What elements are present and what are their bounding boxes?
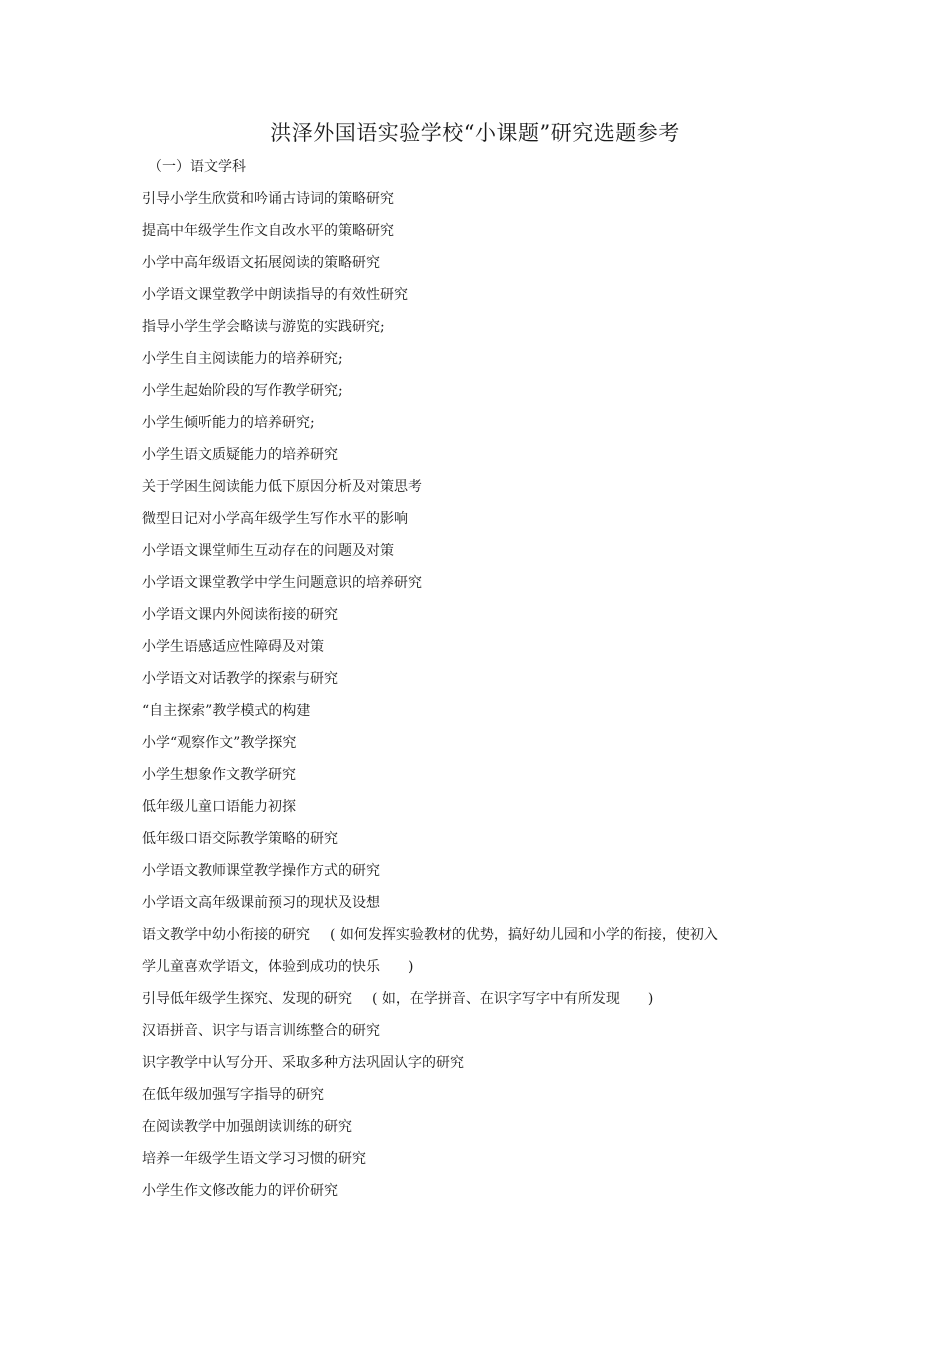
list-item: 在阅读教学中加强朗读训练的研究 bbox=[142, 1119, 352, 1135]
list-item: 低年级口语交际教学策略的研究 bbox=[142, 831, 338, 847]
list-item: 培养一年级学生语文学习习惯的研究 bbox=[142, 1151, 366, 1167]
list-item: 小学语文对话教学的探索与研究 bbox=[142, 671, 338, 687]
list-item: 低年级儿童口语能力初探 bbox=[142, 799, 296, 815]
list-item: 小学语文高年级课前预习的现状及设想 bbox=[142, 895, 380, 911]
list-item: 识字教学中认写分开、采取多种方法巩固认字的研究 bbox=[142, 1055, 464, 1071]
list-item: 关于学困生阅读能力低下原因分析及对策思考 bbox=[142, 479, 422, 495]
list-item: 微型日记对小学高年级学生写作水平的影响 bbox=[142, 511, 408, 527]
topic-note: ( 如，在学拼音、在识字写字中有所发现 bbox=[372, 991, 620, 1007]
note-close-paren: ) bbox=[647, 991, 654, 1007]
list-item: 小学中高年级语文拓展阅读的策略研究 bbox=[142, 255, 380, 271]
list-item: 小学语文课内外阅读衔接的研究 bbox=[142, 607, 338, 623]
list-item: 小学语文课堂教学中学生问题意识的培养研究 bbox=[142, 575, 422, 591]
list-item: 汉语拼音、识字与语言训练整合的研究 bbox=[142, 1023, 380, 1039]
list-item: 小学语文课堂教学中朗读指导的有效性研究 bbox=[142, 287, 408, 303]
list-item-note-continuation bbox=[142, 956, 782, 988]
list-item: 小学生语感适应性障碍及对策 bbox=[142, 639, 324, 655]
list-item: 小学生想象作文教学研究 bbox=[142, 767, 296, 783]
list-item-with-note bbox=[142, 924, 782, 956]
topic-list bbox=[142, 188, 782, 1212]
list-item: 小学“观察作文”教学探究 bbox=[142, 735, 297, 751]
list-item: 小学生作文修改能力的评价研究 bbox=[142, 1183, 338, 1199]
list-item: “自主探索”教学模式的构建 bbox=[142, 703, 311, 719]
topic-text: 引导低年级学生探究、发现的研究 bbox=[142, 991, 352, 1007]
list-item-with-note bbox=[142, 988, 782, 1020]
topic-note-continued: 学儿童喜欢学语文，体验到成功的快乐 bbox=[142, 959, 380, 975]
note-close-paren: ) bbox=[408, 959, 414, 975]
list-item: 提高中年级学生作文自改水平的策略研究 bbox=[142, 223, 394, 239]
list-item: 小学语文教师课堂教学操作方式的研究 bbox=[142, 863, 380, 879]
list-item: 引导小学生欣赏和吟诵古诗词的策略研究 bbox=[142, 191, 394, 207]
topic-text: 语文教学中幼小衔接的研究 bbox=[142, 927, 310, 943]
list-item: 小学语文课堂师生互动存在的问题及对策 bbox=[142, 543, 394, 559]
list-item: 小学生语文质疑能力的培养研究 bbox=[142, 447, 338, 463]
list-item: 小学生起始阶段的写作教学研究; bbox=[142, 383, 343, 399]
list-item: 在低年级加强写字指导的研究 bbox=[142, 1087, 324, 1103]
section-heading: （一）语文学科 bbox=[148, 159, 246, 175]
document-title: 洪泽外国语实验学校“小课题”研究选题参考 bbox=[270, 121, 680, 145]
list-item: 小学生倾听能力的培养研究; bbox=[142, 415, 315, 431]
topic-note: ( 如何发挥实验教材的优势，搞好幼儿园和小学的衔接，使初入 bbox=[330, 927, 718, 943]
list-item: 小学生自主阅读能力的培养研究; bbox=[142, 351, 343, 367]
list-item: 指导小学生学会略读与游览的实践研究; bbox=[142, 319, 385, 335]
